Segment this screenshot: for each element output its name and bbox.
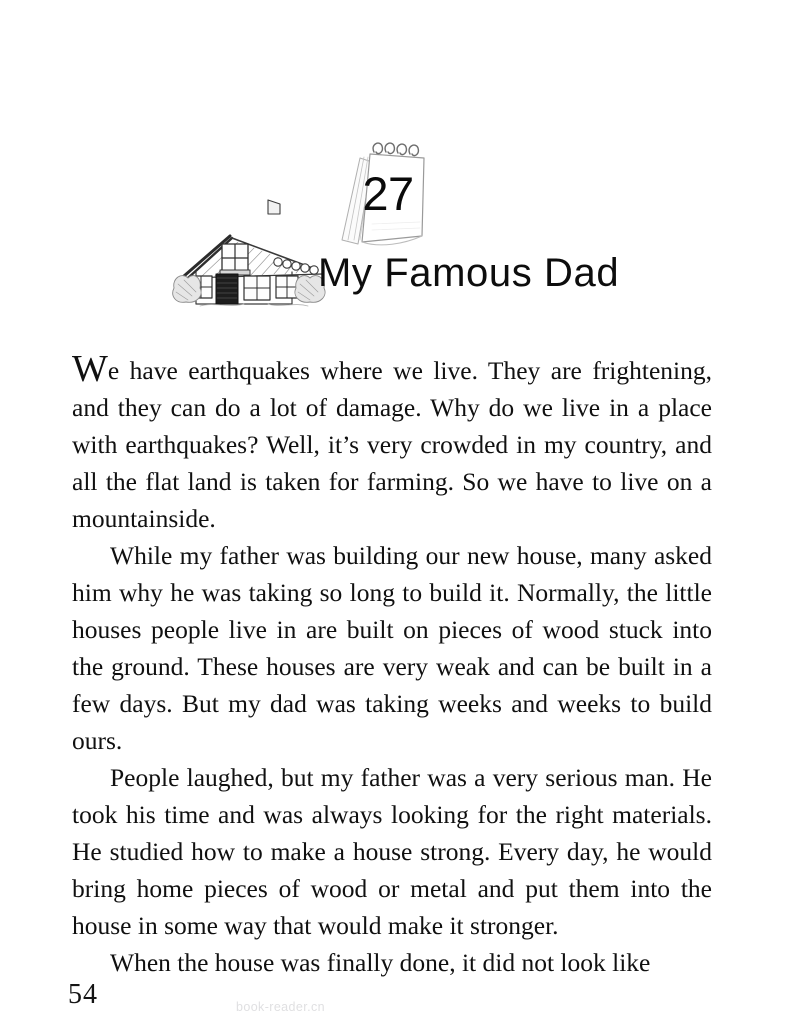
watermark: book-reader.cn — [236, 1000, 325, 1014]
chapter-number: 27 — [362, 167, 414, 220]
paragraph-4: When the house was finally done, it did not look like — [110, 948, 651, 977]
spiral-notepad-icon — [332, 132, 444, 260]
paragraph-1 — [72, 348, 712, 537]
paragraph-2: While my father was building our new house, many asked him why he was taking so long to build it. Normally, the little houses people live in are built on pieces of wood stuck into the ground. These houses are very weak and can be built in a few days. But my dad was taking weeks and weeks to build ours. — [72, 541, 712, 755]
chapter-header — [0, 128, 800, 313]
house-sketch-icon — [172, 192, 332, 308]
paragraph-1-text: e have earthquakes where we live. They are frightening, and they can do a lot of damage. Why do we live in a place with earthquakes? Well, it’s very crowded in my country, and all the flat land is taken for farming. So we have to live on a mountainside. — [72, 356, 712, 533]
chapter-title: My Famous Dad — [318, 251, 620, 295]
page-number: 54 — [68, 979, 98, 1010]
paragraph-3: People laughed, but my father was a very serious man. He took his time and was always looking for the right materials. He studied how to make a house strong. Every day, he would bring home pieces of wood or metal and put them into the house in some way that would make it stronger. — [72, 763, 712, 940]
drop-cap: W — [72, 348, 108, 390]
body-text — [72, 348, 712, 981]
